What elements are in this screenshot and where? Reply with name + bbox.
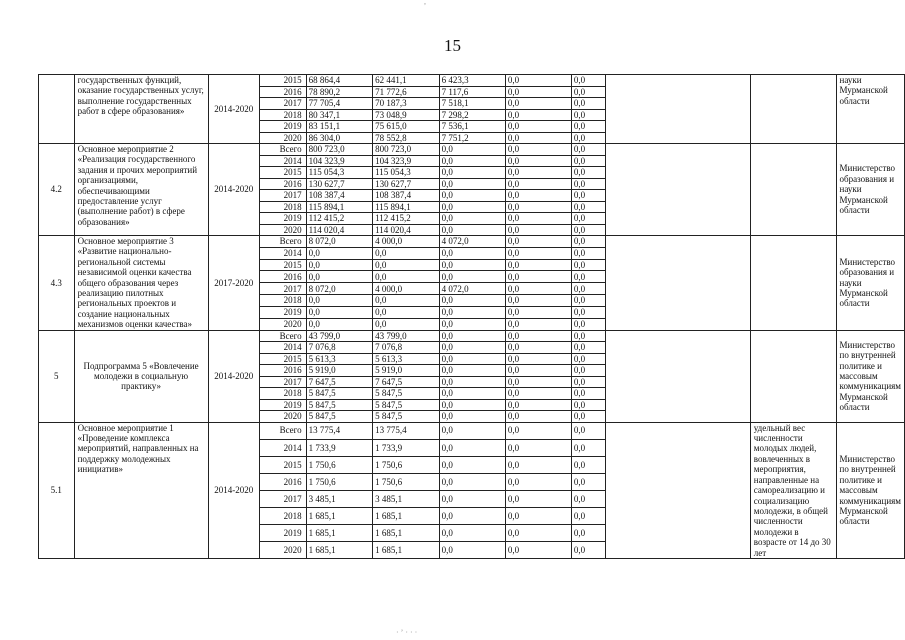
total-cell: 5 847,5 bbox=[306, 388, 372, 400]
fund-cell: 0,0 bbox=[439, 155, 505, 167]
fund-cell: 0,0 bbox=[571, 318, 605, 330]
page-number: 15 bbox=[444, 36, 461, 55]
fund-cell: 7 536,1 bbox=[439, 121, 505, 133]
year-cell: Всего bbox=[260, 422, 307, 439]
fund-cell: 0,0 bbox=[439, 167, 505, 179]
fund-cell: 0,0 bbox=[571, 132, 605, 144]
fund-cell: 0,0 bbox=[571, 236, 605, 248]
fund-cell: 5 847,5 bbox=[373, 411, 439, 423]
fund-cell: 78 552,8 bbox=[373, 132, 439, 144]
indicator-cell bbox=[750, 75, 836, 144]
fund-cell: 0,0 bbox=[571, 422, 605, 439]
fund-cell: 112 415,2 bbox=[373, 213, 439, 225]
fund-cell: 0,0 bbox=[505, 473, 571, 490]
fund-cell: 0,0 bbox=[505, 422, 571, 439]
total-cell: 8 072,0 bbox=[306, 236, 372, 248]
fund-cell: 0,0 bbox=[439, 524, 505, 541]
fund-cell: 4 072,0 bbox=[439, 283, 505, 295]
year-cell: 2017 bbox=[260, 490, 307, 507]
fund-cell: 0,0 bbox=[571, 353, 605, 365]
fund-cell: 0,0 bbox=[571, 490, 605, 507]
fund-cell: 0,0 bbox=[571, 473, 605, 490]
item-number: 4.2 bbox=[39, 144, 75, 236]
fund-cell: 0,0 bbox=[571, 342, 605, 354]
fund-cell: 5 919,0 bbox=[373, 365, 439, 377]
total-cell: 3 485,1 bbox=[306, 490, 372, 507]
fund-cell: 0,0 bbox=[505, 318, 571, 330]
total-cell: 68 864,4 bbox=[306, 75, 372, 87]
total-cell: 80 347,1 bbox=[306, 109, 372, 121]
total-cell: 0,0 bbox=[306, 318, 372, 330]
fund-cell: 13 775,4 bbox=[373, 422, 439, 439]
fund-cell: 0,0 bbox=[439, 318, 505, 330]
year-cell: 2020 bbox=[260, 411, 307, 423]
fund-cell: 7 117,6 bbox=[439, 86, 505, 98]
year-cell: 2019 bbox=[260, 524, 307, 541]
scan-mark-bottom: · ʼ · · · bbox=[396, 628, 418, 637]
item-number bbox=[39, 75, 75, 144]
fund-cell: 75 615,0 bbox=[373, 121, 439, 133]
fund-cell: 7 076,8 bbox=[373, 342, 439, 354]
fund-cell: 0,0 bbox=[571, 224, 605, 236]
fund-cell: 0,0 bbox=[505, 507, 571, 524]
fund-cell: 4 000,0 bbox=[373, 283, 439, 295]
fund-cell: 0,0 bbox=[439, 365, 505, 377]
item-period: 2014-2020 bbox=[208, 422, 259, 558]
fund-cell: 7 751,2 bbox=[439, 132, 505, 144]
fund-cell: 0,0 bbox=[505, 399, 571, 411]
indicator-cell bbox=[750, 236, 836, 331]
fund-cell: 4 072,0 bbox=[439, 236, 505, 248]
total-cell: 8 072,0 bbox=[306, 283, 372, 295]
fund-cell: 115 894,1 bbox=[373, 201, 439, 213]
fund-cell: 0,0 bbox=[571, 75, 605, 87]
fund-cell: 0,0 bbox=[439, 507, 505, 524]
fund-cell: 0,0 bbox=[439, 213, 505, 225]
total-cell: 1 750,6 bbox=[306, 456, 372, 473]
fund-cell: 0,0 bbox=[571, 201, 605, 213]
scan-mark-top: , bbox=[424, 0, 426, 6]
year-cell: 2016 bbox=[260, 473, 307, 490]
year-cell: 2016 bbox=[260, 86, 307, 98]
fund-cell: 0,0 bbox=[571, 306, 605, 318]
fund-cell: 0,0 bbox=[439, 388, 505, 400]
indicator-cell: удельный вес численности молодых людей, вовлеченных в мероприятия, направленные на самореализацию и социализацию молодежи, в общей численности молодежи в возрасте от 14 до 30 лет bbox=[750, 422, 836, 558]
executor-cell: науки Мурманской области bbox=[836, 75, 904, 144]
item-period: 2017-2020 bbox=[208, 236, 259, 331]
empty-cell bbox=[605, 236, 750, 331]
year-cell: 2015 bbox=[260, 259, 307, 271]
fund-cell: 0,0 bbox=[571, 271, 605, 283]
item-name: Основное мероприятие 3 «Развитие национально-региональной системы независимой оценки качества общего образования через реализацию пилотных региональных проектов и создание национальных механизмов оценки качества» bbox=[74, 236, 208, 331]
total-cell: 5 919,0 bbox=[306, 365, 372, 377]
fund-cell: 0,0 bbox=[571, 109, 605, 121]
year-cell: 2015 bbox=[260, 75, 307, 87]
year-cell: 2015 bbox=[260, 353, 307, 365]
total-cell: 0,0 bbox=[306, 247, 372, 259]
fund-cell: 0,0 bbox=[439, 342, 505, 354]
empty-cell bbox=[605, 75, 750, 144]
fund-cell: 0,0 bbox=[571, 213, 605, 225]
executor-cell: Министерство образования и науки Мурманской области bbox=[836, 144, 904, 236]
fund-cell: 0,0 bbox=[373, 247, 439, 259]
fund-cell: 0,0 bbox=[571, 399, 605, 411]
year-cell: 2014 bbox=[260, 342, 307, 354]
fund-cell: 0,0 bbox=[505, 213, 571, 225]
fund-cell: 0,0 bbox=[505, 439, 571, 456]
fund-cell: 1 733,9 bbox=[373, 439, 439, 456]
year-cell: 2018 bbox=[260, 109, 307, 121]
fund-cell: 0,0 bbox=[439, 201, 505, 213]
fund-cell: 1 750,6 bbox=[373, 473, 439, 490]
fund-cell: 115 054,3 bbox=[373, 167, 439, 179]
fund-cell: 0,0 bbox=[373, 318, 439, 330]
total-cell: 5 847,5 bbox=[306, 411, 372, 423]
fund-cell: 0,0 bbox=[373, 259, 439, 271]
fund-cell: 62 441,1 bbox=[373, 75, 439, 87]
fund-cell: 800 723,0 bbox=[373, 144, 439, 156]
year-cell: 2017 bbox=[260, 190, 307, 202]
fund-cell: 0,0 bbox=[505, 388, 571, 400]
fund-cell: 0,0 bbox=[505, 132, 571, 144]
fund-cell: 0,0 bbox=[505, 190, 571, 202]
year-cell: 2020 bbox=[260, 224, 307, 236]
fund-cell: 0,0 bbox=[439, 399, 505, 411]
total-cell: 1 685,1 bbox=[306, 541, 372, 558]
fund-cell: 0,0 bbox=[439, 190, 505, 202]
fund-cell: 0,0 bbox=[505, 201, 571, 213]
table-row bbox=[39, 75, 905, 87]
year-cell: 2016 bbox=[260, 271, 307, 283]
fund-cell: 0,0 bbox=[505, 330, 571, 342]
total-cell: 0,0 bbox=[306, 259, 372, 271]
fund-cell: 0,0 bbox=[505, 121, 571, 133]
fund-cell: 0,0 bbox=[505, 247, 571, 259]
total-cell: 7 647,5 bbox=[306, 376, 372, 388]
fund-cell: 7 518,1 bbox=[439, 98, 505, 110]
program-table bbox=[38, 74, 905, 559]
total-cell: 78 890,2 bbox=[306, 86, 372, 98]
item-period: 2014-2020 bbox=[208, 75, 259, 144]
indicator-cell bbox=[750, 330, 836, 422]
fund-cell: 0,0 bbox=[571, 330, 605, 342]
total-cell: 5 847,5 bbox=[306, 399, 372, 411]
year-cell: 2019 bbox=[260, 121, 307, 133]
fund-cell: 0,0 bbox=[505, 167, 571, 179]
fund-cell: 1 685,1 bbox=[373, 507, 439, 524]
fund-cell: 0,0 bbox=[373, 271, 439, 283]
table-row bbox=[39, 330, 905, 342]
fund-cell: 0,0 bbox=[505, 178, 571, 190]
year-cell: 2014 bbox=[260, 439, 307, 456]
total-cell: 86 304,0 bbox=[306, 132, 372, 144]
fund-cell: 0,0 bbox=[505, 271, 571, 283]
fund-cell: 0,0 bbox=[505, 411, 571, 423]
fund-cell: 0,0 bbox=[505, 109, 571, 121]
total-cell: 7 076,8 bbox=[306, 342, 372, 354]
fund-cell: 0,0 bbox=[439, 224, 505, 236]
fund-cell: 108 387,4 bbox=[373, 190, 439, 202]
fund-cell: 0,0 bbox=[439, 330, 505, 342]
fund-cell: 0,0 bbox=[505, 376, 571, 388]
item-number: 5.1 bbox=[39, 422, 75, 558]
fund-cell: 73 048,9 bbox=[373, 109, 439, 121]
fund-cell: 5 847,5 bbox=[373, 399, 439, 411]
fund-cell: 1 685,1 bbox=[373, 541, 439, 558]
fund-cell: 0,0 bbox=[571, 86, 605, 98]
fund-cell: 0,0 bbox=[505, 365, 571, 377]
fund-cell: 0,0 bbox=[439, 422, 505, 439]
fund-cell: 1 750,6 bbox=[373, 456, 439, 473]
total-cell: 77 705,4 bbox=[306, 98, 372, 110]
fund-cell: 0,0 bbox=[571, 439, 605, 456]
empty-cell bbox=[605, 330, 750, 422]
year-cell: 2014 bbox=[260, 247, 307, 259]
fund-cell: 0,0 bbox=[439, 439, 505, 456]
total-cell: 115 054,3 bbox=[306, 167, 372, 179]
total-cell: 800 723,0 bbox=[306, 144, 372, 156]
year-cell: 2018 bbox=[260, 388, 307, 400]
year-cell: 2020 bbox=[260, 541, 307, 558]
year-cell: Всего bbox=[260, 236, 307, 248]
fund-cell: 70 187,3 bbox=[373, 98, 439, 110]
fund-cell: 0,0 bbox=[505, 259, 571, 271]
fund-cell: 71 772,6 bbox=[373, 86, 439, 98]
fund-cell: 0,0 bbox=[505, 541, 571, 558]
fund-cell: 0,0 bbox=[571, 376, 605, 388]
year-cell: 2014 bbox=[260, 155, 307, 167]
total-cell: 0,0 bbox=[306, 295, 372, 307]
total-cell: 1 750,6 bbox=[306, 473, 372, 490]
fund-cell: 0,0 bbox=[571, 456, 605, 473]
total-cell: 115 894,1 bbox=[306, 201, 372, 213]
fund-cell: 0,0 bbox=[505, 224, 571, 236]
item-name: Основное мероприятие 2 «Реализация государственного задания и прочих мероприятий организациями, обеспечивающими предоставление услуг (выполнение работ) в сфере образования» bbox=[74, 144, 208, 236]
fund-cell: 0,0 bbox=[571, 190, 605, 202]
fund-cell: 130 627,7 bbox=[373, 178, 439, 190]
table-row bbox=[39, 422, 905, 439]
fund-cell: 0,0 bbox=[505, 295, 571, 307]
fund-cell: 0,0 bbox=[571, 178, 605, 190]
year-cell: 2019 bbox=[260, 213, 307, 225]
total-cell: 13 775,4 bbox=[306, 422, 372, 439]
fund-cell: 0,0 bbox=[571, 541, 605, 558]
fund-cell: 7 298,2 bbox=[439, 109, 505, 121]
fund-cell: 0,0 bbox=[373, 306, 439, 318]
year-cell: 2017 bbox=[260, 98, 307, 110]
fund-cell: 0,0 bbox=[571, 365, 605, 377]
year-cell: 2020 bbox=[260, 318, 307, 330]
fund-cell: 0,0 bbox=[439, 456, 505, 473]
total-cell: 83 151,1 bbox=[306, 121, 372, 133]
fund-cell: 0,0 bbox=[571, 507, 605, 524]
year-cell: 2019 bbox=[260, 399, 307, 411]
fund-cell: 43 799,0 bbox=[373, 330, 439, 342]
fund-cell: 0,0 bbox=[439, 144, 505, 156]
fund-cell: 0,0 bbox=[505, 456, 571, 473]
fund-cell: 0,0 bbox=[571, 98, 605, 110]
year-cell: 2016 bbox=[260, 365, 307, 377]
year-cell: 2015 bbox=[260, 167, 307, 179]
fund-cell: 6 423,3 bbox=[439, 75, 505, 87]
fund-cell: 0,0 bbox=[505, 342, 571, 354]
fund-cell: 104 323,9 bbox=[373, 155, 439, 167]
fund-cell: 0,0 bbox=[571, 524, 605, 541]
fund-cell: 0,0 bbox=[505, 524, 571, 541]
fund-cell: 0,0 bbox=[571, 155, 605, 167]
fund-cell: 0,0 bbox=[439, 411, 505, 423]
table-body bbox=[39, 75, 905, 559]
total-cell: 114 020,4 bbox=[306, 224, 372, 236]
year-cell: Всего bbox=[260, 330, 307, 342]
fund-cell: 3 485,1 bbox=[373, 490, 439, 507]
fund-cell: 0,0 bbox=[505, 306, 571, 318]
fund-cell: 5 847,5 bbox=[373, 388, 439, 400]
total-cell: 108 387,4 bbox=[306, 190, 372, 202]
fund-cell: 0,0 bbox=[439, 376, 505, 388]
year-cell: 2017 bbox=[260, 376, 307, 388]
indicator-cell bbox=[750, 144, 836, 236]
year-cell: 2016 bbox=[260, 178, 307, 190]
fund-cell: 0,0 bbox=[571, 259, 605, 271]
fund-cell: 0,0 bbox=[571, 167, 605, 179]
year-cell: 2020 bbox=[260, 132, 307, 144]
fund-cell: 0,0 bbox=[439, 178, 505, 190]
table-row bbox=[39, 236, 905, 248]
total-cell: 0,0 bbox=[306, 271, 372, 283]
fund-cell: 0,0 bbox=[439, 306, 505, 318]
year-cell: 2015 bbox=[260, 456, 307, 473]
item-number: 5 bbox=[39, 330, 75, 422]
fund-cell: 0,0 bbox=[439, 247, 505, 259]
fund-cell: 0,0 bbox=[505, 144, 571, 156]
fund-cell: 0,0 bbox=[505, 98, 571, 110]
fund-cell: 1 685,1 bbox=[373, 524, 439, 541]
item-period: 2014-2020 bbox=[208, 330, 259, 422]
empty-cell bbox=[605, 144, 750, 236]
fund-cell: 114 020,4 bbox=[373, 224, 439, 236]
executor-cell: Министерство образования и науки Мурманской области bbox=[836, 236, 904, 331]
executor-cell: Министерство по внутренней политике и массовым коммуникациям Мурманской области bbox=[836, 422, 904, 558]
total-cell: 5 613,3 bbox=[306, 353, 372, 365]
fund-cell: 0,0 bbox=[505, 155, 571, 167]
fund-cell: 0,0 bbox=[505, 75, 571, 87]
fund-cell: 0,0 bbox=[505, 490, 571, 507]
year-cell: 2018 bbox=[260, 295, 307, 307]
fund-cell: 0,0 bbox=[439, 259, 505, 271]
item-period: 2014-2020 bbox=[208, 144, 259, 236]
fund-cell: 0,0 bbox=[439, 271, 505, 283]
total-cell: 130 627,7 bbox=[306, 178, 372, 190]
total-cell: 43 799,0 bbox=[306, 330, 372, 342]
fund-cell: 0,0 bbox=[505, 236, 571, 248]
fund-cell: 0,0 bbox=[571, 247, 605, 259]
item-number: 4.3 bbox=[39, 236, 75, 331]
fund-cell: 0,0 bbox=[439, 473, 505, 490]
fund-cell: 0,0 bbox=[571, 388, 605, 400]
fund-cell: 0,0 bbox=[439, 295, 505, 307]
fund-cell: 0,0 bbox=[571, 411, 605, 423]
table-row bbox=[39, 144, 905, 156]
fund-cell: 4 000,0 bbox=[373, 236, 439, 248]
fund-cell: 0,0 bbox=[571, 283, 605, 295]
year-cell: 2017 bbox=[260, 283, 307, 295]
year-cell: Всего bbox=[260, 144, 307, 156]
fund-cell: 0,0 bbox=[571, 144, 605, 156]
item-name: государственных функций, оказание государственных услуг, выполнение государственных работ в сфере образования» bbox=[74, 75, 208, 144]
total-cell: 1 685,1 bbox=[306, 507, 372, 524]
fund-cell: 0,0 bbox=[439, 490, 505, 507]
year-cell: 2019 bbox=[260, 306, 307, 318]
item-name: Основное мероприятие 1 «Проведение комплекса мероприятий, направленных на поддержку молодежных инициатив» bbox=[74, 422, 208, 558]
total-cell: 1 733,9 bbox=[306, 439, 372, 456]
year-cell: 2018 bbox=[260, 201, 307, 213]
item-name: Подпрограмма 5 «Вовлечение молодежи в социальную практику» bbox=[74, 330, 208, 422]
fund-cell: 0,0 bbox=[505, 353, 571, 365]
empty-cell bbox=[605, 422, 750, 558]
total-cell: 0,0 bbox=[306, 306, 372, 318]
total-cell: 1 685,1 bbox=[306, 524, 372, 541]
fund-cell: 5 613,3 bbox=[373, 353, 439, 365]
total-cell: 112 415,2 bbox=[306, 213, 372, 225]
fund-cell: 0,0 bbox=[505, 86, 571, 98]
year-cell: 2018 bbox=[260, 507, 307, 524]
fund-cell: 0,0 bbox=[439, 541, 505, 558]
fund-cell: 0,0 bbox=[505, 283, 571, 295]
executor-cell: Министерство по внутренней политике и массовым коммуникациям Мурманской области bbox=[836, 330, 904, 422]
fund-cell: 0,0 bbox=[439, 353, 505, 365]
fund-cell: 7 647,5 bbox=[373, 376, 439, 388]
fund-cell: 0,0 bbox=[373, 295, 439, 307]
fund-cell: 0,0 bbox=[571, 295, 605, 307]
fund-cell: 0,0 bbox=[571, 121, 605, 133]
total-cell: 104 323,9 bbox=[306, 155, 372, 167]
